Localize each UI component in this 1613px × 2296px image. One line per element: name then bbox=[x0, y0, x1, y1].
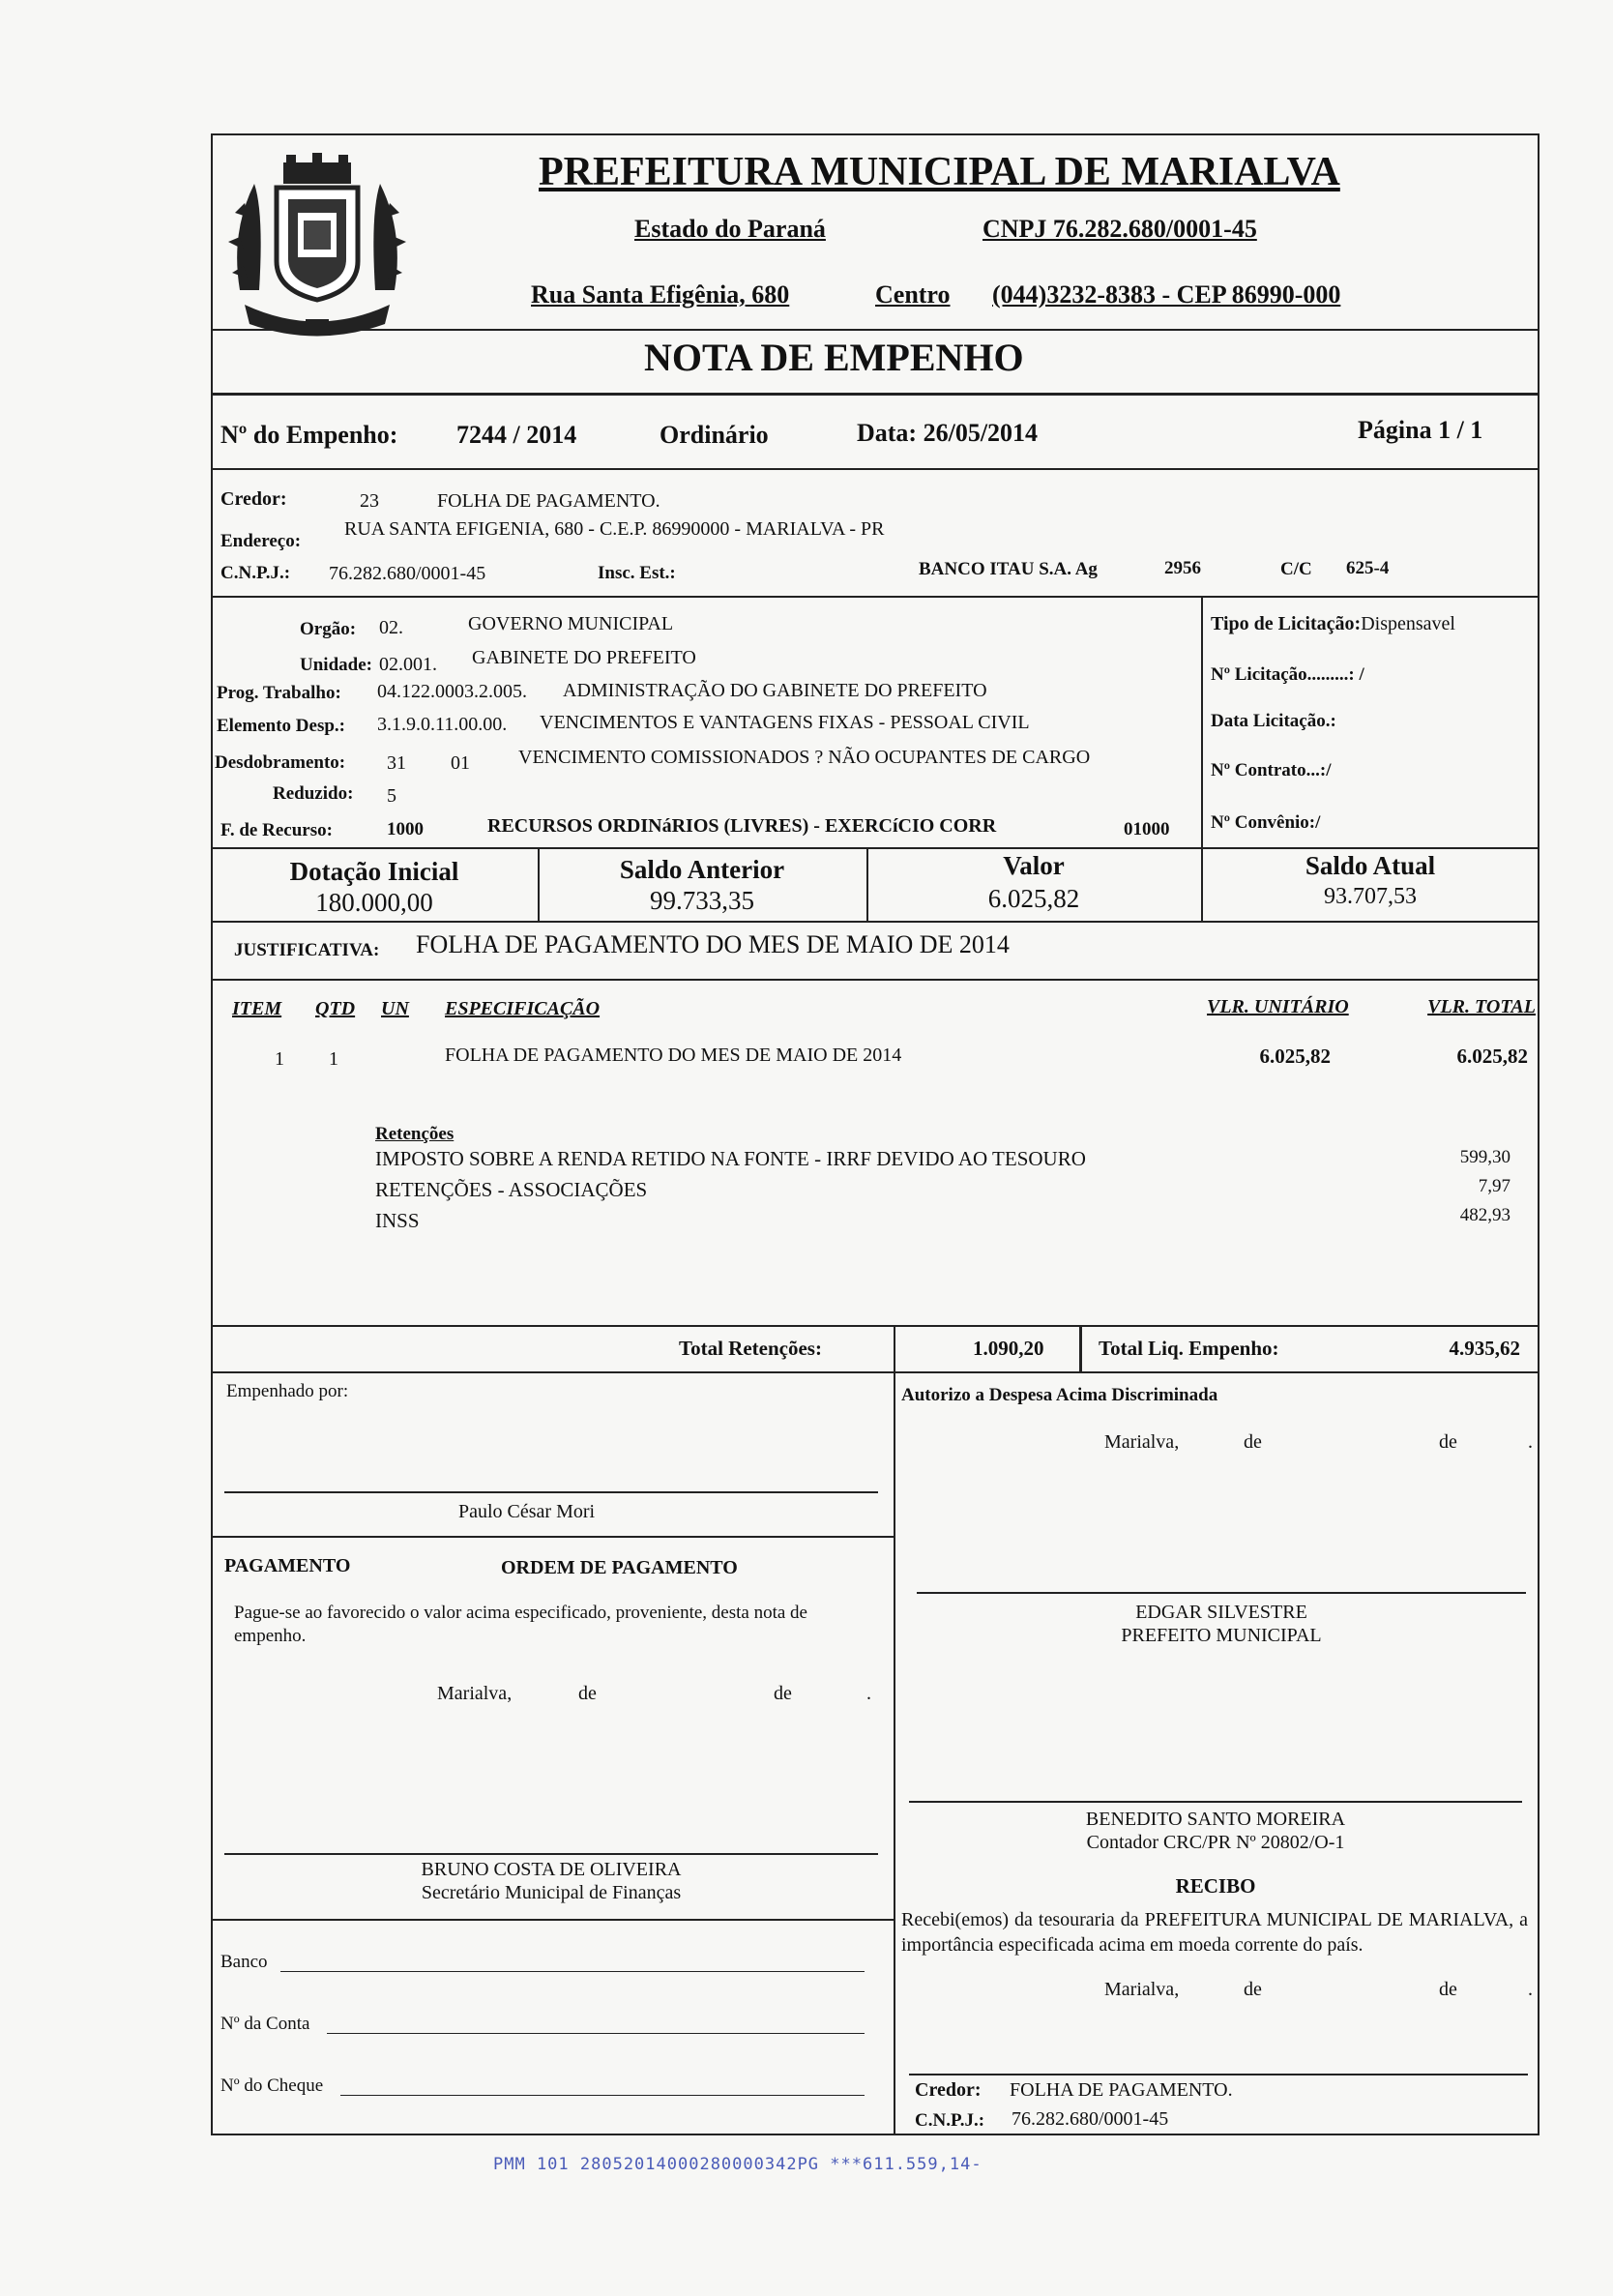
recibo-title: RECIBO bbox=[1175, 1874, 1256, 1898]
recurso-number: 01000 bbox=[1124, 819, 1170, 839]
recurso-name: RECURSOS ORDINáRIOS (LIVRES) - EXERCíCIO CORR bbox=[487, 815, 997, 837]
credor-address: RUA SANTA EFIGENIA, 680 - C.E.P. 86990000 - MARIALVA - PR bbox=[344, 518, 885, 540]
rule-budget bbox=[211, 847, 1540, 849]
data-licitacao: Data Licitação.: bbox=[1211, 711, 1336, 731]
desdobramento-name: VENCIMENTO COMISSIONADOS ? NÃO OCUPANTES DE CARGO bbox=[518, 747, 1091, 768]
convenio-number: Nº Convênio:/ bbox=[1211, 812, 1321, 833]
signature-line-secretario bbox=[224, 1853, 878, 1855]
banco-field-line[interactable] bbox=[280, 1971, 865, 1972]
pague-se-text: Pague-se ao favorecido o valor acima especificado, proveniente, desta nota de empenho. bbox=[234, 1603, 807, 1646]
dotacao-value: 180.000,00 bbox=[315, 888, 433, 917]
cc-label: C/C bbox=[1280, 559, 1312, 579]
autorizo-de-2: de bbox=[1439, 1431, 1457, 1453]
empenho-number: 7244 / 2014 bbox=[456, 421, 577, 449]
total-retencoes-value: 1.090,20 bbox=[973, 1337, 1044, 1360]
banco-label: Banco bbox=[220, 1952, 268, 1972]
rule-items bbox=[211, 1325, 1540, 1327]
saldo-anterior-label: Saldo Anterior bbox=[619, 855, 785, 884]
vrule-totals bbox=[1079, 1325, 1082, 1371]
item-number: 1 bbox=[275, 1048, 284, 1070]
saldo-anterior-value: 99.733,35 bbox=[650, 886, 754, 915]
address-street: Rua Santa Efigênia, 680 bbox=[531, 280, 790, 309]
municipality-cnpj: CNPJ 76.282.680/0001-45 bbox=[982, 215, 1257, 243]
ordem-de-2: de bbox=[774, 1683, 792, 1704]
item-qtd: 1 bbox=[329, 1048, 338, 1070]
total-liq-value: 4.935,62 bbox=[1449, 1337, 1520, 1360]
recibo-de-2: de bbox=[1439, 1979, 1457, 2000]
document-title: NOTA DE EMPENHO bbox=[644, 336, 1024, 379]
prog-name: ADMINISTRAÇÃO DO GABINETE DO PREFEITO bbox=[563, 680, 987, 701]
retencao-assoc-label: RETENÇÕES - ASSOCIAÇÕES bbox=[375, 1178, 648, 1201]
empenhado-por-label: Empenhado por: bbox=[226, 1381, 349, 1401]
valor-value: 6.025,82 bbox=[987, 884, 1080, 913]
recibo-cnpj-label: C.N.P.J.: bbox=[915, 2110, 985, 2131]
bank-name: BANCO ITAU S.A. Ag bbox=[919, 559, 1098, 579]
col-un: UN bbox=[381, 998, 409, 1019]
recibo-text: Recebi(emos) da tesouraria da PREFEITURA MUNICIPAL DE MARIALVA, a importância especificada acima em moeda corrente do país. bbox=[901, 1909, 1528, 1956]
bank-agency: 2956 bbox=[1164, 558, 1201, 578]
insc-est-label: Insc. Est.: bbox=[598, 563, 676, 583]
rule-empenhado bbox=[211, 1536, 894, 1538]
phone-cep: (044)3232-8383 - CEP 86990-000 bbox=[992, 280, 1341, 309]
secretario-role: Secretário Municipal de Finanças bbox=[421, 1882, 682, 1903]
recibo-credor-label: Credor: bbox=[915, 2079, 982, 2101]
cc-number: 625-4 bbox=[1346, 558, 1390, 578]
rule-credor bbox=[211, 596, 1540, 598]
reduzido-label: Reduzido: bbox=[273, 783, 354, 804]
prog-label: Prog. Trabalho: bbox=[217, 683, 341, 703]
page-number: Página 1 / 1 bbox=[1358, 416, 1483, 444]
recurso-code: 1000 bbox=[387, 819, 424, 839]
pagamento-label: PAGAMENTO bbox=[224, 1555, 351, 1576]
elemento-code: 3.1.9.0.11.00.00. bbox=[377, 714, 508, 735]
tipo-licitacao-label: Tipo de Licitação: bbox=[1211, 613, 1362, 634]
recibo-dot: . bbox=[1528, 1979, 1533, 2000]
rule-header bbox=[211, 329, 1540, 331]
signature-line-prefeito bbox=[917, 1592, 1526, 1594]
autorizo-text: Autorizo a Despesa Acima Discriminada bbox=[901, 1385, 1218, 1405]
col-item: ITEM bbox=[232, 998, 282, 1019]
cheque-label: Nº do Cheque bbox=[220, 2075, 324, 2096]
desdobramento-code: 31 bbox=[387, 752, 406, 774]
rule-empenho bbox=[211, 468, 1540, 470]
justificativa-label: JUSTIFICATIVA: bbox=[234, 940, 380, 960]
ordem-de-1: de bbox=[578, 1683, 597, 1704]
elemento-label: Elemento Desp.: bbox=[217, 716, 345, 736]
signature-line-contador bbox=[909, 1801, 1522, 1803]
orgao-label: Orgão: bbox=[300, 619, 357, 639]
retencao-assoc-value: 7,97 bbox=[1478, 1176, 1510, 1196]
orgao-name: GOVERNO MUNICIPAL bbox=[468, 613, 674, 634]
tipo-licitacao-value: Dispensavel bbox=[1361, 613, 1455, 634]
credor-label: Credor: bbox=[220, 488, 287, 510]
recibo-cnpj: 76.282.680/0001-45 bbox=[1012, 2108, 1169, 2130]
licitacao-number: Nº Licitação.........: / bbox=[1211, 664, 1364, 685]
col-especificacao: ESPECIFICAÇÃO bbox=[445, 998, 601, 1019]
recurso-label: F. de Recurso: bbox=[220, 820, 333, 840]
total-liq-label: Total Liq. Empenho: bbox=[1099, 1337, 1279, 1360]
signature-line-recibo bbox=[909, 2074, 1528, 2075]
elemento-name: VENCIMENTOS E VANTAGENS FIXAS - PESSOAL CIVIL bbox=[540, 712, 1030, 733]
justificativa-text: FOLHA DE PAGAMENTO DO MES DE MAIO DE 2014 bbox=[416, 930, 1010, 958]
empenho-type: Ordinário bbox=[660, 421, 769, 449]
retencao-inss-label: INSS bbox=[375, 1209, 420, 1232]
rule-title bbox=[211, 393, 1540, 396]
tipo-licitacao bbox=[1211, 613, 1455, 635]
cnpj-label: C.N.P.J.: bbox=[220, 563, 291, 583]
unidade-code: 02.001. bbox=[379, 654, 437, 675]
prog-code: 04.122.0003.2.005. bbox=[377, 681, 527, 702]
conta-label: Nº da Conta bbox=[220, 2014, 310, 2034]
total-retencoes-label: Total Retenções: bbox=[679, 1337, 822, 1360]
municipality-title: PREFEITURA MUNICIPAL DE MARIALVA bbox=[539, 150, 1340, 194]
orgao-code: 02. bbox=[379, 617, 403, 638]
saldo-atual-label: Saldo Atual bbox=[1305, 851, 1436, 880]
empenho-date: Data: 26/05/2014 bbox=[857, 419, 1039, 447]
ordem-city: Marialva, bbox=[437, 1683, 513, 1704]
retencao-irrf-label: IMPOSTO SOBRE A RENDA RETIDO NA FONTE - IRRF DEVIDO AO TESOURO bbox=[375, 1147, 1086, 1170]
autorizo-de-1: de bbox=[1244, 1431, 1262, 1453]
contador-role: Contador CRC/PR Nº 20802/O-1 bbox=[1086, 1832, 1345, 1853]
unidade-label: Unidade: bbox=[300, 655, 372, 675]
prefeito-name: EDGAR SILVESTRE bbox=[1135, 1602, 1307, 1623]
prefeito-role: PREFEITO MUNICIPAL bbox=[1121, 1625, 1322, 1646]
col-qtd: QTD bbox=[315, 998, 356, 1019]
address-label: Endereço: bbox=[220, 531, 302, 551]
empenho-label: Nº do Empenho: bbox=[220, 421, 398, 449]
valor-label: Valor bbox=[1003, 851, 1065, 880]
vrule-bottom bbox=[894, 1325, 895, 2135]
cheque-field-line[interactable] bbox=[340, 2095, 865, 2096]
recibo-de-1: de bbox=[1244, 1979, 1262, 2000]
secretario-name: BRUNO COSTA DE OLIVEIRA bbox=[421, 1859, 682, 1880]
retencoes-title: Retenções bbox=[375, 1124, 455, 1144]
autorizo-city: Marialva, bbox=[1104, 1431, 1180, 1453]
empenhado-name: Paulo César Mori bbox=[458, 1501, 596, 1522]
desdobramento-sub: 01 bbox=[451, 752, 470, 774]
recibo-credor-name: FOLHA DE PAGAMENTO. bbox=[1010, 2079, 1233, 2101]
contrato-number: Nº Contrato...:/ bbox=[1211, 760, 1332, 780]
address-district: Centro bbox=[875, 280, 951, 309]
credor-cnpj: 76.282.680/0001-45 bbox=[329, 563, 486, 584]
rule-secretario bbox=[211, 1919, 894, 1921]
col-vlr-total: VLR. TOTAL bbox=[1427, 996, 1536, 1017]
rule-justificativa bbox=[211, 979, 1540, 981]
rule-balances bbox=[211, 921, 1540, 923]
item-total-value: 6.025,82 bbox=[1456, 1045, 1528, 1068]
signature-line-empenhado bbox=[224, 1491, 878, 1493]
credor-code: 23 bbox=[360, 490, 379, 512]
conta-field-line[interactable] bbox=[327, 2033, 865, 2034]
col-vlr-unitario: VLR. UNITÁRIO bbox=[1207, 996, 1349, 1017]
item-unit-value: 6.025,82 bbox=[1259, 1045, 1331, 1068]
unidade-name: GABINETE DO PREFEITO bbox=[472, 647, 696, 668]
desdobramento-label: Desdobramento: bbox=[215, 752, 346, 773]
contador-name: BENEDITO SANTO MOREIRA bbox=[1085, 1809, 1346, 1830]
retencao-inss-value: 482,93 bbox=[1459, 1205, 1510, 1225]
credor-name: FOLHA DE PAGAMENTO. bbox=[437, 490, 660, 512]
autorizo-dot: . bbox=[1528, 1431, 1533, 1453]
recibo-city: Marialva, bbox=[1104, 1979, 1180, 2000]
ordem-dot: . bbox=[866, 1683, 871, 1704]
saldo-atual-value: 93.707,53 bbox=[1324, 884, 1417, 909]
reduzido-value: 5 bbox=[387, 785, 396, 807]
rule-totals bbox=[211, 1371, 1540, 1373]
ordem-pagamento-label: ORDEM DE PAGAMENTO bbox=[501, 1557, 738, 1578]
state-name: Estado do Paraná bbox=[634, 215, 826, 243]
retencao-irrf-value: 599,30 bbox=[1459, 1147, 1510, 1167]
bank-authentication-stamp: PMM 101 28052014000280000342PG ***611.559,14- bbox=[493, 2155, 982, 2174]
item-specification: FOLHA DE PAGAMENTO DO MES DE MAIO DE 2014 bbox=[445, 1045, 902, 1066]
dotacao-label: Dotação Inicial bbox=[289, 857, 459, 886]
